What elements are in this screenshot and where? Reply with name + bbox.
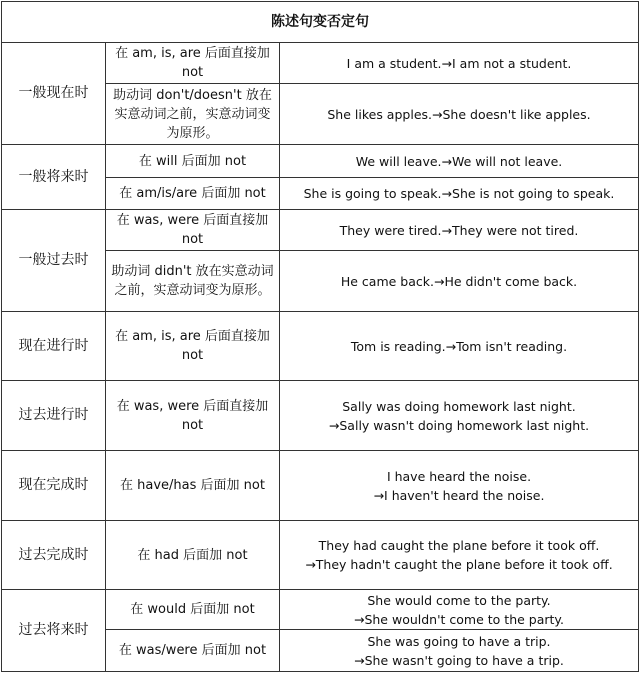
affirmative-sentence: She would come to the party. xyxy=(367,592,551,608)
rule-cell: 在 have/has 后面加 not xyxy=(106,451,280,521)
arrow-right-icon: → xyxy=(373,487,385,503)
example-cell xyxy=(280,43,639,84)
example-cell xyxy=(280,210,639,251)
affirmative-sentence: She was going to have a trip. xyxy=(367,633,551,649)
example-cell xyxy=(280,312,639,381)
rule-cell: 在 had 后面加 not xyxy=(106,521,280,590)
rule-cell: 在 was, were 后面直接加 not xyxy=(106,210,280,251)
table-title: 陈述句变否定句 xyxy=(2,2,639,43)
affirmative-sentence: She likes apples. xyxy=(327,106,432,122)
example-cell xyxy=(280,521,639,590)
table-row xyxy=(2,521,639,590)
affirmative-sentence: They were tired. xyxy=(339,222,442,238)
example-cell xyxy=(280,84,639,145)
table-row xyxy=(2,43,639,84)
table-row xyxy=(2,381,639,451)
affirmative-sentence: Tom is reading. xyxy=(350,338,446,354)
affirmative-sentence: I am a student. xyxy=(346,55,442,71)
negative-sentence: She wouldn't come to the party. xyxy=(364,611,565,627)
example-cell xyxy=(280,145,639,178)
rule-cell: 在 will 后面加 not xyxy=(106,145,280,178)
negative-sentence: They were not tired. xyxy=(452,222,579,238)
tense-cell: 现在完成时 xyxy=(2,451,106,521)
arrow-right-icon: → xyxy=(305,557,316,572)
arrow-right-icon: → xyxy=(445,338,457,354)
tense-cell: 过去进行时 xyxy=(2,381,106,451)
negative-sentence: He didn't come back. xyxy=(444,273,578,289)
example-cell xyxy=(280,451,639,521)
tense-cell: 一般现在时 xyxy=(2,43,106,145)
negative-sentence: She wasn't going to have a trip. xyxy=(364,652,564,668)
rule-cell: 助动词 don't/doesn't 放在实意动词之前，实意动词变为原形。 xyxy=(106,84,280,145)
rule-cell: 在 was, were 后面直接加 not xyxy=(106,381,280,451)
affirmative-sentence: She is going to speak. xyxy=(303,186,442,201)
affirmative-sentence: He came back. xyxy=(340,273,434,289)
rule-cell: 助动词 didn't 放在实意动词之前，实意动词变为原形。 xyxy=(106,251,280,312)
rule-cell: 在 am, is, are 后面直接加 not xyxy=(106,43,280,84)
negative-sentence: We will not leave. xyxy=(452,153,563,169)
affirmative-sentence: I have heard the noise. xyxy=(386,468,532,484)
negative-sentence: She is not going to speak. xyxy=(452,186,615,201)
table-row xyxy=(2,210,639,251)
arrow-right-icon: → xyxy=(441,222,453,238)
table-row xyxy=(2,145,639,178)
negative-sentence: Tom isn't reading. xyxy=(456,338,568,354)
arrow-right-icon: → xyxy=(441,186,453,201)
example-cell xyxy=(280,178,639,210)
tense-cell: 现在进行时 xyxy=(2,312,106,381)
negative-sentence: I haven't heard the noise. xyxy=(384,487,545,503)
affirmative-sentence: We will leave. xyxy=(355,153,442,169)
tense-cell: 过去将来时 xyxy=(2,590,106,672)
negative-sentence: Sally wasn't doing homework last night. xyxy=(339,417,590,433)
negative-sentence: I am not a student. xyxy=(452,55,572,71)
affirmative-sentence: They had caught the plane before it took off. xyxy=(318,538,600,553)
arrow-right-icon: → xyxy=(432,106,443,122)
negation-table xyxy=(1,1,639,672)
arrow-right-icon: → xyxy=(441,55,453,71)
tense-cell: 一般过去时 xyxy=(2,210,106,312)
arrow-right-icon: → xyxy=(441,153,453,169)
tense-cell: 一般将来时 xyxy=(2,145,106,210)
rule-cell: 在 was/were 后面加 not xyxy=(106,630,280,672)
negative-sentence: They hadn't caught the plane before it took off. xyxy=(315,557,613,572)
tense-cell: 过去完成时 xyxy=(2,521,106,590)
table-row xyxy=(2,312,639,381)
arrow-right-icon: → xyxy=(353,611,365,627)
table-row xyxy=(2,451,639,521)
rule-cell: 在 am, is, are 后面直接加 not xyxy=(106,312,280,381)
arrow-right-icon: → xyxy=(354,652,365,668)
example-cell xyxy=(280,630,639,672)
arrow-right-icon: → xyxy=(328,417,340,433)
affirmative-sentence: Sally was doing homework last night. xyxy=(342,398,576,414)
rule-cell: 在 would 后面加 not xyxy=(106,590,280,630)
negative-sentence: She doesn't like apples. xyxy=(442,106,591,122)
example-cell xyxy=(280,381,639,451)
example-cell xyxy=(280,590,639,630)
arrow-right-icon: → xyxy=(433,273,445,289)
table-row xyxy=(2,590,639,630)
example-cell xyxy=(280,251,639,312)
rule-cell: 在 am/is/are 后面加 not xyxy=(106,178,280,210)
